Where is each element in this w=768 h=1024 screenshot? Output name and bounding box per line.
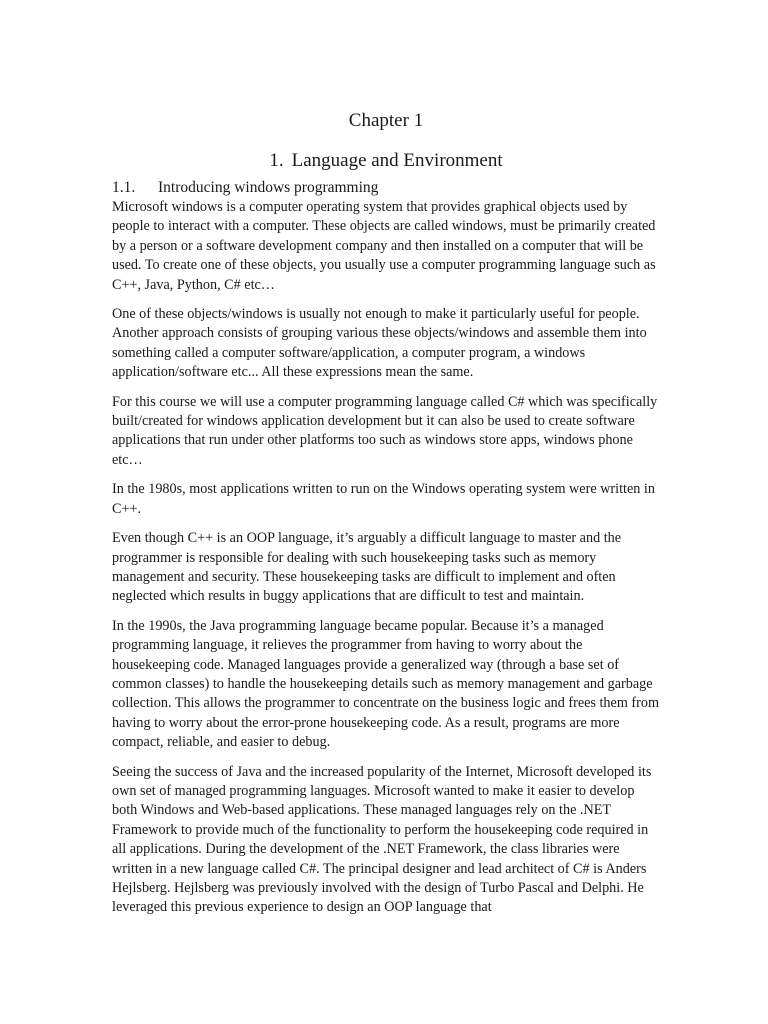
paragraph: One of these objects/windows is usually not enough to make it particularly useful for people. Another approach consists of grouping various these objects/windows and assemble them into something called a computer software/application, a computer program, a windows application/software etc... All these expressions mean the same. [112,306,647,381]
chapter-number: 1. [269,150,284,171]
paragraph: In the 1980s, most applications written to run on the Windows operating system were written in C++. [112,481,655,517]
section-title: Introducing windows programming [158,179,379,196]
chapter-title-text: Language and Environment [291,150,503,171]
paragraph: Microsoft windows is a computer operating system that provides graphical objects used by people to interact with a computer. These objects are called windows, must be primarily created by a person or a software development company and then installed on a computer that will be used. To create one of these objects, you usually use a computer programming language such as C++, Java, Python, C# etc… [112,199,656,293]
paragraph: In the 1990s, the Java programming language became popular. Because it’s a managed programming language, it relieves the programmer from having to worry about the housekeeping code. Managed languages provide a generalized way (through a base set of common classes) to handle the housekeeping details such as memory management and garbage collection. This allows the programmer to concentrate on the business logic and frees them from having to worry about the error-prone housekeeping code. As a result, programs are more compact, reliable, and easier to debug. [112,617,659,751]
paragraph: For this course we will use a computer programming language called C# which was specifically built/created for windows application development but it can also be used to create software applications that run under other platforms too such as windows store apps, windows phone etc… [112,393,658,468]
section-number: 1.1. [112,179,136,196]
body-text [112,198,660,928]
section-heading [112,178,378,198]
paragraph: Seeing the success of Java and the increased popularity of the Internet, Microsoft developed its own set of managed programming languages. Microsoft wanted to make it easier to develop both Windows and Web-based applications. These managed languages rely on the .NET Framework to provide much of the functionality to perform the housekeeping code required in all applications. During the development of the .NET Framework, the class libraries were written in a new language called C#. The principal designer and lead architect of C# is Anders Hejlsberg. Hejlsberg was previously involved with the design of Turbo Pascal and Delphi. He leveraged this previous experience to design an OOP language that [112,763,652,916]
chapter-label: Chapter 1 [348,110,424,131]
chapter-title [112,149,660,173]
paragraph: Even though C++ is an OOP language, it’s arguably a difficult language to master and the programmer is responsible for dealing with such housekeeping tasks such as memory management and security. These housekeeping tasks are difficult to implement and often neglected which results in buggy applications that are difficult to test and maintain. [112,530,622,605]
